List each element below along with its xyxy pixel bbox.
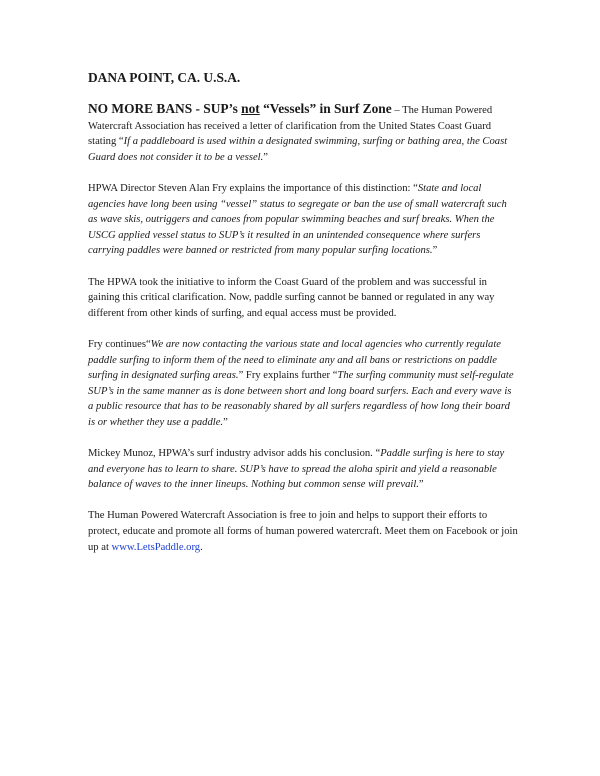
paragraph-announcement: NO MORE BANS - SUP’s not “Vessels” in Surf Zone – The Human Powered Watercraft Association has received a letter of clarification from the United States Coast Guard stating “If a paddleboard is used within a designated swimming, surfing or bathing area, the Coast Guard does not consider it to be a vessel.”	[88, 101, 508, 163]
dateline: DANA POINT, CA. U.S.A.	[88, 70, 241, 85]
headline: NO MORE BANS - SUP’s not “Vessels” in Surf Zone	[88, 101, 392, 116]
coast-guard-quote: If a paddleboard is used within a designated swimming, surfing or bathing area, the Coast Guard does not consider it to be a vessel.	[88, 136, 508, 163]
munoz-quote: Paddle surfing is here to stay and everyone has to learn to share. SUP’s have to spread the aloha spirit and yield a reasonable balance of waves to the inner lineups. Nothing but common sense will prevail.	[88, 448, 505, 491]
paragraph-fry-continues: Fry continues“We are now contacting the various state and local agencies who currently regulate paddle surfing to inform them of the need to eliminate any and all bans or restrictions on paddle surfing in designated surfing areas.” Fry explains further “The surfing community must self-regulate SUP’s in the same manner as is done between short and long board surfers. Each and every wave is a public resource that has to be reasonably shared by all surfers regardless of how long their board is or whether they use a paddle.”	[88, 338, 514, 428]
fry-quote-agencies: We are now contacting the various state and local agencies who currently regulate paddle surfing to inform them of the need to eliminate any and all bans or restrictions on paddle surfing in designated surfing areas.	[88, 338, 501, 382]
headline-emphasis: not	[241, 101, 260, 116]
director-quote: State and local agencies have long been using “vessel” status to segregate or ban the use of small watercraft such as wave skis, outriggers and canoes from popular swimming beaches and surf breaks. When the USCG applied vessel status to SUP’s it resulted in an unintended consequence where surfers carrying paddles were banned or restricted from many popular surfing locations.	[88, 182, 507, 257]
letspaddle-link[interactable]: www.LetsPaddle.org	[111, 541, 201, 553]
press-release-page	[88, 70, 518, 571]
paragraph-director-explanation: HPWA Director Steven Alan Fry explains the importance of this distinction: “State and local agencies have long been using “vessel” status to segregate or ban the use of small watercraft such as wave skis, outriggers and canoes from popular swimming beaches and surf breaks. When the USCG applied vessel status to SUP’s it resulted in an unintended consequence where surfers carrying paddles were banned or restricted from many popular surfing locations.”	[88, 182, 507, 257]
paragraph-munoz-conclusion: Mickey Munoz, HPWA’s surf industry advisor adds his conclusion. “Paddle surfing is here to stay and everyone has to learn to share. SUP’s have to spread the aloha spirit and yield a reasonable balance of waves to the inner lineups. Nothing but common sense will prevail.”	[88, 448, 505, 491]
paragraph-join: The Human Powered Watercraft Association is free to join and helps to support their efforts to protect, educate and promote all forms of human powered watercraft. Meet them on Facebook or join up at www.LetsPaddle.org.	[88, 510, 518, 553]
fry-quote-community: The surfing community must self-regulate SUP’s in the same manner as is done between short and long board surfers. Each and every wave is a public resource that has to be reasonably shared by all surfers regardless of how long their board is or whether they use a paddle.	[88, 370, 514, 428]
paragraph-initiative: The HPWA took the initiative to inform the Coast Guard of the problem and was successful in gaining this critical clarification. Now, paddle surfing cannot be banned or regulated in any way different from other kinds of surfing, and equal access must be provided.	[88, 276, 495, 319]
